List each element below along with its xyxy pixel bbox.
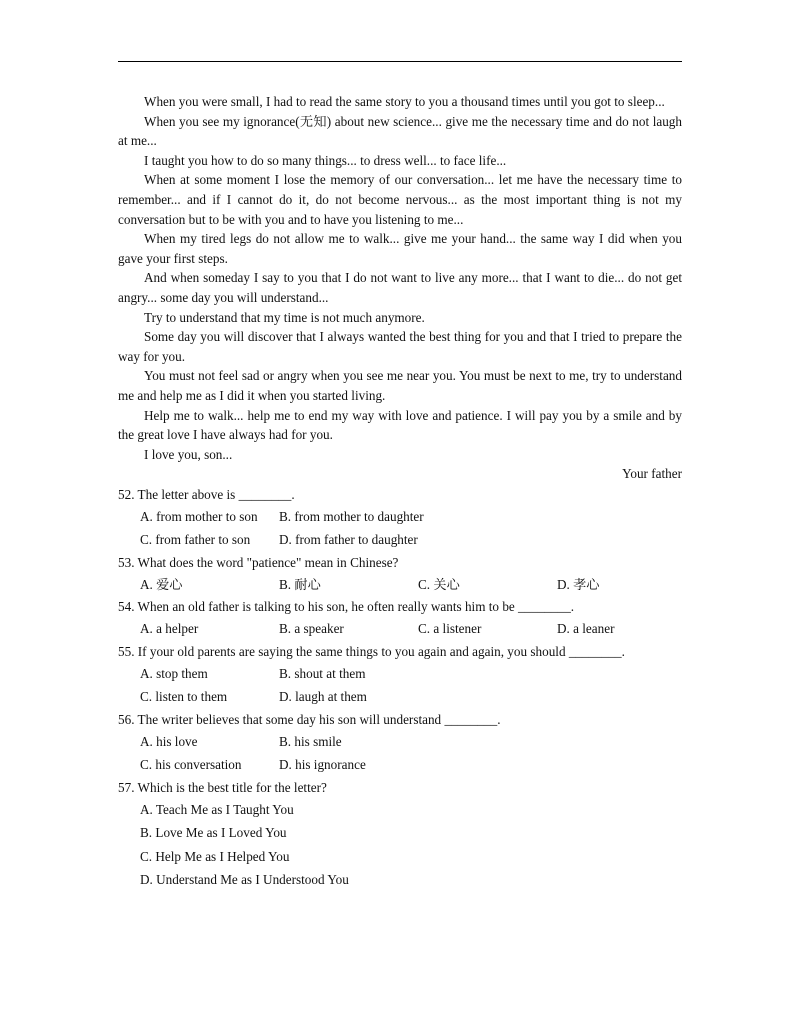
answer-options bbox=[140, 662, 682, 709]
answer-option-b[interactable]: B. Love Me as I Loved You bbox=[140, 825, 287, 841]
answer-options bbox=[140, 730, 682, 777]
answer-option-b[interactable]: B. his smile bbox=[279, 733, 342, 749]
question-stem: 57. Which is the best title for the letter? bbox=[118, 779, 327, 795]
answer-option-c[interactable]: C. Help Me as I Helped You bbox=[140, 848, 290, 864]
letter-paragraph: I love you, son... bbox=[144, 446, 233, 462]
letter-paragraph: When my tired legs do not allow me to walk... give me your hand... the same way I did when you gave your first steps. bbox=[118, 231, 682, 266]
letter-paragraph: Some day you will discover that I always wanted the best thing for you and that I tried to prepare the way for you. bbox=[118, 329, 682, 364]
letter-paragraph: Try to understand that my time is not much anymore. bbox=[144, 309, 425, 325]
answer-option-a[interactable]: A. stop them bbox=[140, 665, 208, 681]
answer-options bbox=[140, 573, 682, 597]
answer-option-b[interactable]: B. a speaker bbox=[279, 621, 344, 637]
question-54 bbox=[118, 596, 682, 641]
answer-option-c[interactable]: C. his conversation bbox=[140, 757, 242, 773]
answer-option-a[interactable]: A. from mother to son bbox=[140, 508, 258, 524]
answer-option-a[interactable]: A. a helper bbox=[140, 621, 199, 637]
letter-signature: Your father bbox=[622, 466, 682, 482]
document-body bbox=[118, 92, 682, 892]
answer-options bbox=[140, 617, 682, 641]
letter-paragraph: You must not feel sad or angry when you see me near you. You must be next to me, try to understand me and help me as I did it when you started living. bbox=[118, 368, 682, 403]
header-rule bbox=[118, 61, 682, 62]
questions-section bbox=[118, 484, 682, 892]
answer-option-c[interactable]: C. listen to them bbox=[140, 689, 228, 705]
letter-paragraph: Help me to walk... help me to end my way with love and patience. I will pay you by a smile and by the great love I have always had for you. bbox=[118, 407, 682, 443]
question-stem: 56. The writer believes that some day his son will understand ________. bbox=[118, 711, 501, 727]
answer-option-d[interactable]: D. his ignorance bbox=[279, 757, 366, 773]
question-53 bbox=[118, 552, 682, 597]
answer-option-d[interactable]: D. Understand Me as I Understood You bbox=[140, 872, 349, 888]
answer-option-b[interactable]: B. 耐心 bbox=[279, 576, 321, 592]
letter-paragraph: I taught you how to do so many things... to dress well... to face life... bbox=[144, 152, 507, 168]
letter-paragraph: When at some moment I lose the memory of our conversation... let me have the necessary time to remember... and if I cannot do it, do not become nervous... as the most important thing is not my conversation but to be with you and to have you listening to me... bbox=[118, 172, 682, 227]
letter-paragraph: When you see my ignorance(无知) about new science... give me the necessary time and do not laugh at me... bbox=[118, 113, 682, 149]
letter bbox=[118, 92, 682, 484]
answer-options bbox=[140, 798, 682, 892]
answer-option-d[interactable]: D. from father to daughter bbox=[279, 532, 418, 548]
question-55 bbox=[118, 641, 682, 709]
question-56 bbox=[118, 709, 682, 777]
answer-option-a[interactable]: A. Teach Me as I Taught You bbox=[140, 801, 294, 817]
answer-option-d[interactable]: D. 孝心 bbox=[557, 576, 600, 592]
question-stem: 55. If your old parents are saying the same things to you again and again, you should ________. bbox=[118, 643, 625, 659]
answer-option-d[interactable]: D. laugh at them bbox=[279, 689, 367, 705]
answer-option-b[interactable]: B. from mother to daughter bbox=[279, 508, 424, 524]
question-stem: 53. What does the word "patience" mean in Chinese? bbox=[118, 554, 399, 570]
answer-option-c[interactable]: C. from father to son bbox=[140, 532, 251, 548]
question-57 bbox=[118, 777, 682, 892]
answer-option-a[interactable]: A. 爱心 bbox=[140, 576, 183, 592]
question-stem: 54. When an old father is talking to his son, he often really wants him to be ________. bbox=[118, 599, 575, 615]
letter-paragraph: And when someday I say to you that I do not want to live any more... that I want to die... do not get angry... some day you will understand... bbox=[118, 270, 682, 305]
answer-option-c[interactable]: C. a listener bbox=[418, 621, 482, 637]
answer-option-a[interactable]: A. his love bbox=[140, 733, 198, 749]
question-52 bbox=[118, 484, 682, 552]
answer-option-d[interactable]: D. a leaner bbox=[557, 621, 615, 637]
answer-option-c[interactable]: C. 关心 bbox=[418, 576, 460, 592]
answer-option-b[interactable]: B. shout at them bbox=[279, 665, 366, 681]
answer-options bbox=[140, 505, 682, 552]
question-stem: 52. The letter above is ________. bbox=[118, 486, 295, 502]
letter-paragraph: When you were small, I had to read the same story to you a thousand times until you got to sleep... bbox=[144, 94, 665, 109]
